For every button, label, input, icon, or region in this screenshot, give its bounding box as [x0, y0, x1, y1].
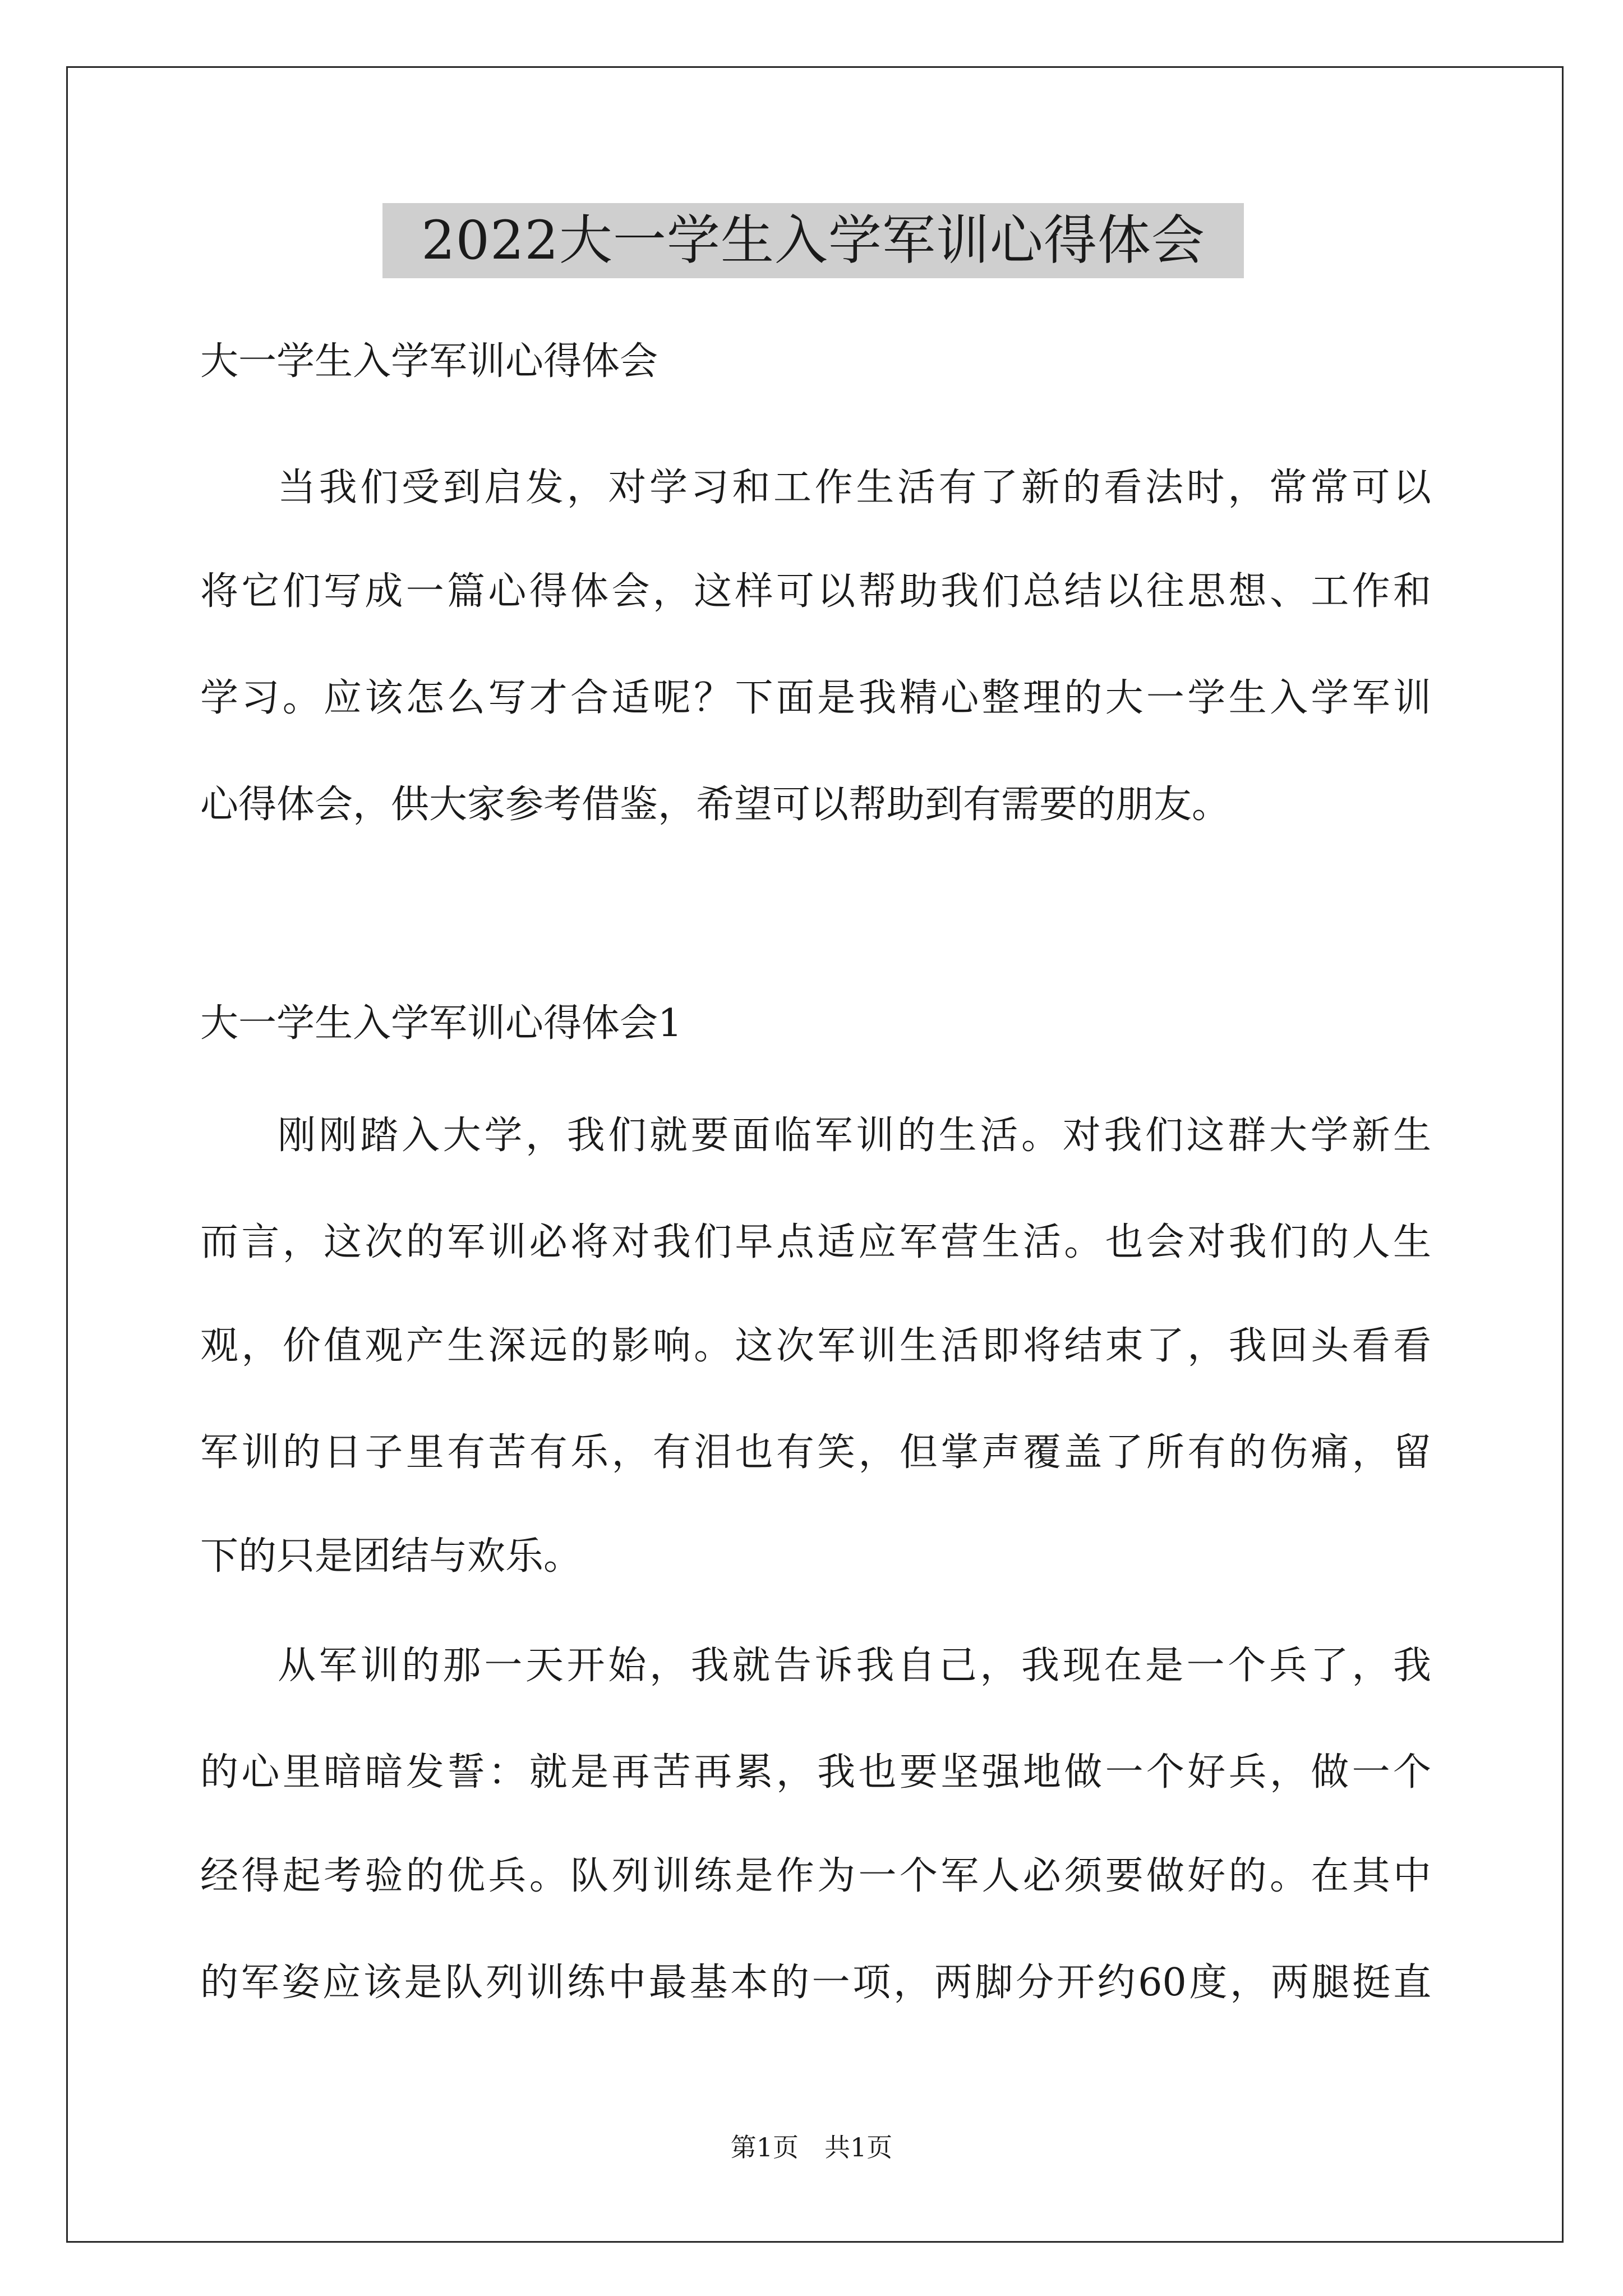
intro-paragraph-line: 学习。应该怎么写才合适呢？下面是我精心整理的大一学生入学军训	[200, 676, 1431, 720]
intro-paragraph-line: 将它们写成一篇心得体会，这样可以帮助我们总结以往思想、工作和	[200, 569, 1431, 614]
document-title: 2022大一学生入学军训心得体会	[382, 203, 1244, 278]
page-footer: 第1页 共1页	[730, 2132, 893, 2162]
paragraph-line: 军训的日子里有苦有乐，有泪也有笑，但掌声覆盖了所有的伤痛，留	[200, 1430, 1431, 1475]
paragraph-line: 观，价值观产生深远的影响。这次军训生活即将结束了，我回头看看	[200, 1324, 1431, 1368]
paragraph-line: 而言，这次的军训必将对我们早点适应军营生活。也会对我们的人生	[200, 1220, 1431, 1264]
section-heading: 大一学生入学军训心得体会1	[200, 1001, 683, 1046]
paragraph-line: 经得起考验的优兵。队列训练是作为一个军人必须要做好的。在其中	[200, 1854, 1431, 1898]
paragraph-line: 下的只是团结与欢乐。	[200, 1534, 582, 1579]
intro-paragraph-line: 心得体会，供大家参考借鉴，希望可以帮助到有需要的朋友。	[200, 783, 1230, 827]
intro-heading: 大一学生入学军训心得体会	[200, 339, 658, 384]
paragraph-line: 的心里暗暗发誓：就是再苦再累，我也要坚强地做一个好兵，做一个	[200, 1750, 1431, 1795]
paragraph-line: 刚刚踏入大学，我们就要面临军训的生活。对我们这群大学新生	[278, 1114, 1431, 1158]
paragraph-line: 从军训的那一天开始，我就告诉我自己，我现在是一个兵了，我	[278, 1644, 1431, 1688]
intro-paragraph-line: 当我们受到启发，对学习和工作生活有了新的看法时，常常可以	[278, 466, 1431, 510]
paragraph-line: 的军姿应该是队列训练中最基本的一项，两脚分开约60度，两腿挺直	[200, 1961, 1431, 2005]
